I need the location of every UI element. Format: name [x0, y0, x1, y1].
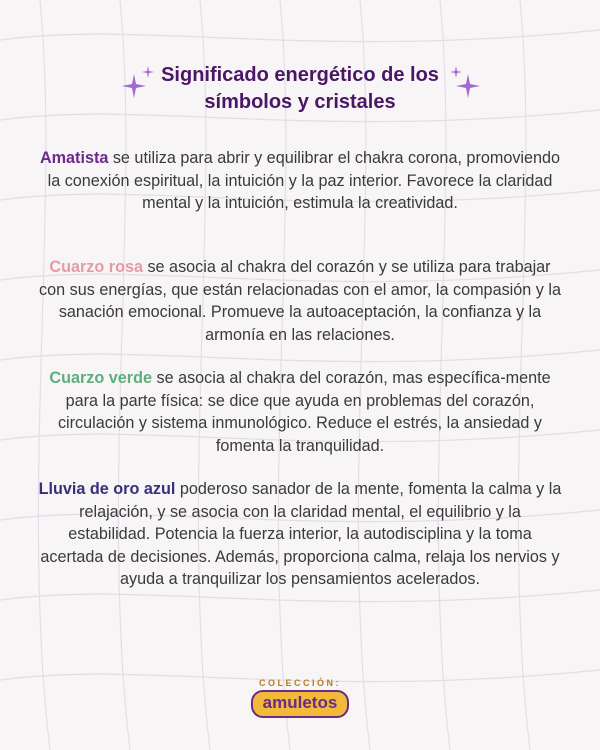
keyword: Cuarzo verde [49, 369, 152, 387]
paragraph-text: poderoso sanador de la mente, fomenta la calma y la relajación, y se asocia con la claridad mental, el equilibrio y la estabilidad. Potencia la fuerza interior, la autodisciplina y la toma acertada de decisiones. Además, proporciona calma, relaja los nervios y ayuda a tranquilizar los pensamientos acelerados. [40, 480, 562, 588]
brand-logo [0, 678, 600, 718]
title-line-1: Significado energético de los [161, 64, 439, 86]
paragraph-text: se asocia al chakra del corazón y se utiliza para trabajar con sus energías, que están relacionadas con el amor, la compasión y la sanación emocional. Promueve la autoaceptación, la confianza y la armonía en las relaciones. [39, 258, 561, 344]
paragraph-lluvia-de-oro-azul [36, 478, 564, 591]
title-line-2: símbolos y cristales [204, 91, 396, 113]
paragraph-amatista [36, 147, 564, 215]
brand-collection-label: COLECCIÓN: [259, 678, 341, 688]
page-title [0, 62, 600, 116]
keyword: Amatista [39, 149, 109, 167]
paragraph-text: se utiliza para abrir y equilibrar el chakra corona, promoviendo la conexión espiritual, la intuición y la paz interior. Favorece la claridad mental y la intuición, estimula la creatividad. [47, 149, 561, 212]
paragraph-text: se asocia al chakra del corazón, mas específica-mente para la parte física: se dice que ayuda en problemas del corazón, circulación y sistema inmunológico. Reduce el estrés, la ansiedad y fomenta la tranquilidad. [57, 369, 551, 455]
brand-name: amuletos [251, 690, 350, 718]
paragraph-cuarzo-rosa [36, 256, 564, 346]
paragraph-cuarzo-verde [36, 367, 564, 457]
keyword: Cuarzo rosa [49, 258, 143, 276]
keyword: Lluvia de oro azul [38, 480, 176, 498]
